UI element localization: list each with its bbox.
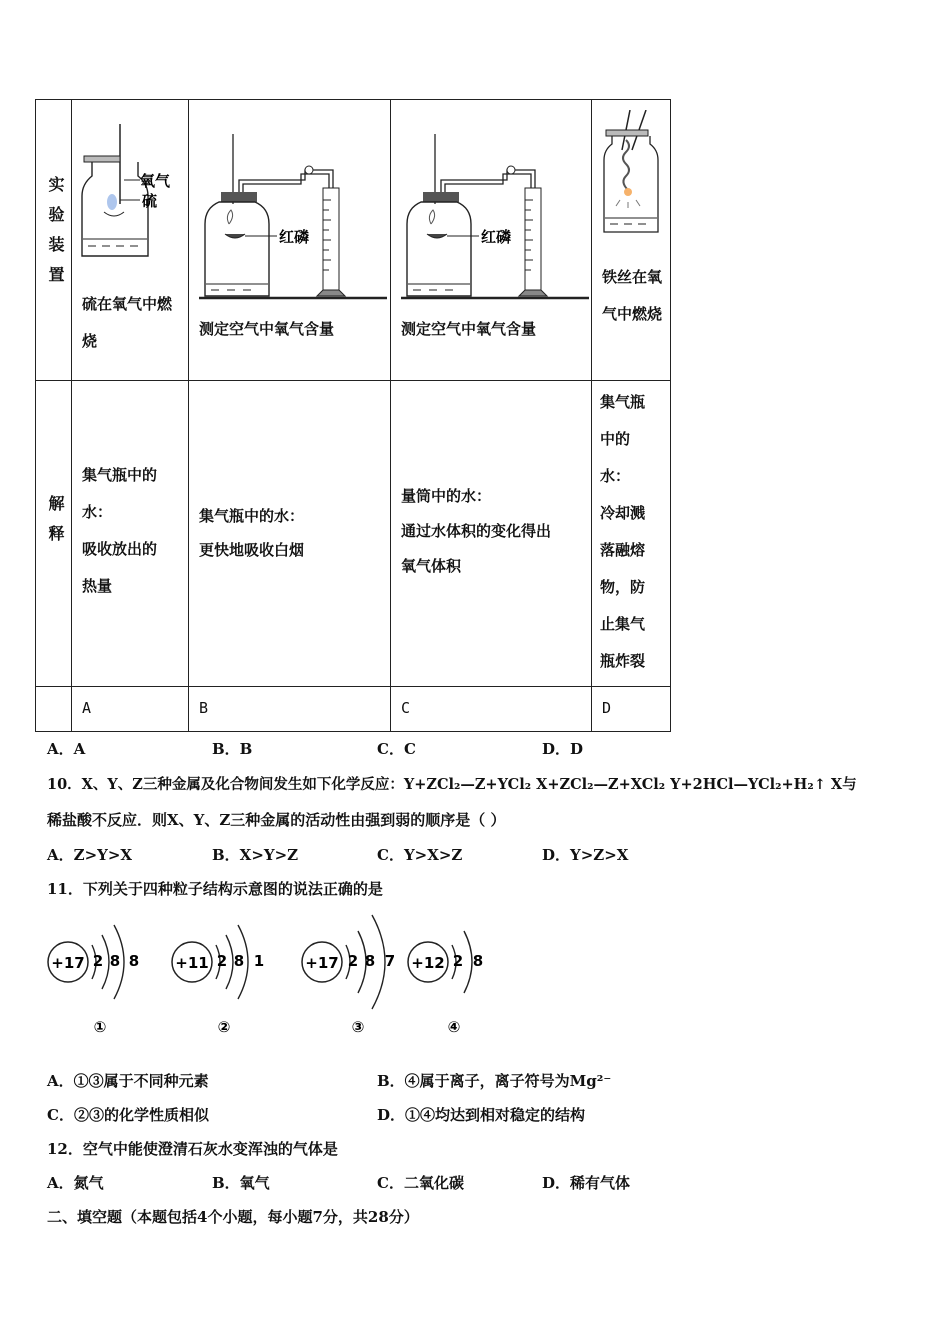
particle-1-shell: 8 — [109, 952, 121, 970]
particle-1 — [48, 925, 139, 1036]
sulfur-burning-diagram — [80, 124, 185, 264]
particle-4-label: ④ — [447, 1018, 461, 1036]
cell-letter-b — [189, 687, 391, 732]
particle-2-label: ② — [217, 1018, 231, 1036]
caption-b: 测定空气中氧气含量 — [199, 320, 335, 338]
q12-option-c[interactable]: C．二氧化碳 — [377, 1174, 464, 1192]
q9-option-d[interactable]: D．D — [542, 740, 584, 758]
cell-letter-d — [592, 687, 671, 732]
letter-c: C — [401, 699, 411, 717]
particle-4-shell: 2 — [452, 952, 464, 970]
label-oxygen: 氧气 — [140, 172, 171, 190]
label-red-phosphorus-c: 红磷 — [481, 228, 512, 246]
cell-apparatus-d — [592, 100, 671, 381]
explain-c-line: 量筒中的水： — [401, 487, 492, 505]
explain-a-line: 水： — [82, 503, 113, 521]
explain-b-line: 集气瓶中的水： — [199, 507, 305, 525]
row-head-apparatus — [36, 100, 72, 381]
explain-a — [72, 457, 157, 605]
oxygen-measure-diagram-c — [401, 134, 591, 304]
q11-option-d[interactable]: D．①④均达到相对稳定的结构 — [377, 1106, 586, 1124]
explain-d-line: 落融熔 — [600, 541, 646, 559]
particle-1-nucleus: +17 — [51, 954, 85, 972]
explain-b — [199, 499, 304, 567]
explain-a-line: 吸收放出的 — [82, 540, 158, 558]
explain-b-line: 更快地吸收白烟 — [199, 541, 305, 559]
particle-3-shell: 7 — [384, 952, 396, 970]
cell-letter-c — [391, 687, 592, 732]
letter-b: B — [199, 699, 209, 717]
q10-stem-line1: 10．X、Y、Z三种金属及化合物间发生如下化学反应：Y+ZCl₂—Z+YCl₂ X+ZCl₂—Z+XCl₂ Y+2HCl—YCl₂+H₂↑ X与 — [47, 776, 857, 793]
caption-a: 硫在氧气中燃烧 — [82, 295, 173, 350]
explain-c-line: 氧气体积 — [401, 557, 462, 575]
iron-wire-burning-diagram — [602, 110, 664, 240]
q12-option-a[interactable]: A．氮气 — [47, 1174, 104, 1192]
particle-2-shell: 2 — [216, 952, 228, 970]
particle-2-shell: 8 — [233, 952, 245, 970]
particle-3-nucleus: +17 — [305, 954, 339, 972]
label-sulfur: 硫 — [142, 192, 158, 210]
cell-letter-a — [72, 687, 189, 732]
q11-stem: 11．下列关于四种粒子结构示意图的说法正确的是 — [47, 880, 383, 898]
particle-4 — [408, 931, 483, 1036]
q9-option-c[interactable]: C．C — [377, 740, 416, 758]
cell-apparatus-b — [189, 100, 391, 381]
particle-4-nucleus: +12 — [411, 954, 445, 972]
explain-d-line: 集气瓶 — [600, 393, 646, 411]
explain-d-line: 冷却溅 — [600, 504, 646, 522]
caption-d: 铁丝在氧气中燃烧 — [602, 268, 663, 323]
cell-explain-a — [72, 381, 189, 687]
particle-diagrams — [40, 905, 520, 1040]
cell-explain-c — [391, 381, 592, 687]
explain-d-line: 水： — [600, 467, 631, 485]
q12-option-d[interactable]: D．稀有气体 — [542, 1174, 631, 1192]
q11-option-b[interactable]: B．④属于离子，离子符号为Mg²⁻ — [377, 1072, 612, 1090]
particle-4-shell: 8 — [472, 952, 484, 970]
cell-explain-d — [592, 381, 671, 687]
q10-option-c[interactable]: C．Y>X>Z — [377, 846, 463, 864]
q10-option-b[interactable]: B．X>Y>Z — [212, 846, 299, 864]
explain-d — [600, 384, 645, 680]
particle-3-label: ③ — [351, 1018, 365, 1036]
explain-c-line: 通过水体积的变化得出 — [401, 522, 552, 540]
cell-apparatus-a — [72, 100, 189, 381]
label-red-phosphorus-b: 红磷 — [279, 228, 310, 246]
explain-d-line: 止集气 — [600, 615, 646, 633]
particle-1-shell: 2 — [92, 952, 104, 970]
explain-d-line: 中的 — [600, 430, 631, 448]
caption-c: 测定空气中氧气含量 — [401, 320, 537, 338]
q9-option-b[interactable]: B．B — [212, 740, 253, 758]
q12-option-b[interactable]: B．氧气 — [212, 1174, 270, 1192]
row-head-apparatus-text: 实验装置 — [46, 176, 65, 296]
particle-3-shell: 8 — [364, 952, 376, 970]
particle-2-shell: 1 — [253, 952, 265, 970]
q10-option-d[interactable]: D．Y>Z>X — [542, 846, 629, 864]
cell-explain-b — [189, 381, 391, 687]
cell-letter-empty — [36, 687, 72, 732]
particle-2 — [172, 925, 264, 1036]
cell-apparatus-c — [391, 100, 592, 381]
oxygen-measure-diagram-b — [199, 134, 389, 304]
q12-stem: 12．空气中能使澄清石灰水变浑浊的气体是 — [47, 1140, 338, 1158]
experiment-table — [35, 99, 671, 732]
explain-c — [401, 479, 551, 584]
particle-3 — [302, 915, 395, 1036]
q11-option-c[interactable]: C．②③的化学性质相似 — [47, 1106, 209, 1124]
row-head-explain-text: 解释 — [46, 495, 65, 555]
section-2-heading: 二、填空题（本题包括4个小题，每小题7分，共28分） — [47, 1208, 419, 1226]
q9-option-a[interactable]: A．A — [47, 740, 86, 758]
letter-d: D — [602, 699, 612, 717]
particle-3-shell: 2 — [347, 952, 359, 970]
letter-a: A — [82, 699, 92, 717]
explain-d-line: 物，防 — [600, 578, 646, 596]
particle-2-nucleus: +11 — [175, 954, 209, 972]
q10-stem-line2: 稀盐酸不反应．则X、Y、Z三种金属的活动性由强到弱的顺序是（ ） — [47, 811, 506, 829]
particle-1-label: ① — [93, 1018, 107, 1036]
explain-d-line: 瓶炸裂 — [600, 652, 646, 670]
q10-option-a[interactable]: A．Z>Y>X — [47, 846, 133, 864]
q11-option-a[interactable]: A．①③属于不同种元素 — [47, 1072, 209, 1090]
explain-a-line: 热量 — [82, 577, 113, 595]
row-head-explain — [36, 381, 72, 687]
explain-a-line: 集气瓶中的 — [82, 466, 158, 484]
particle-1-shell: 8 — [128, 952, 140, 970]
